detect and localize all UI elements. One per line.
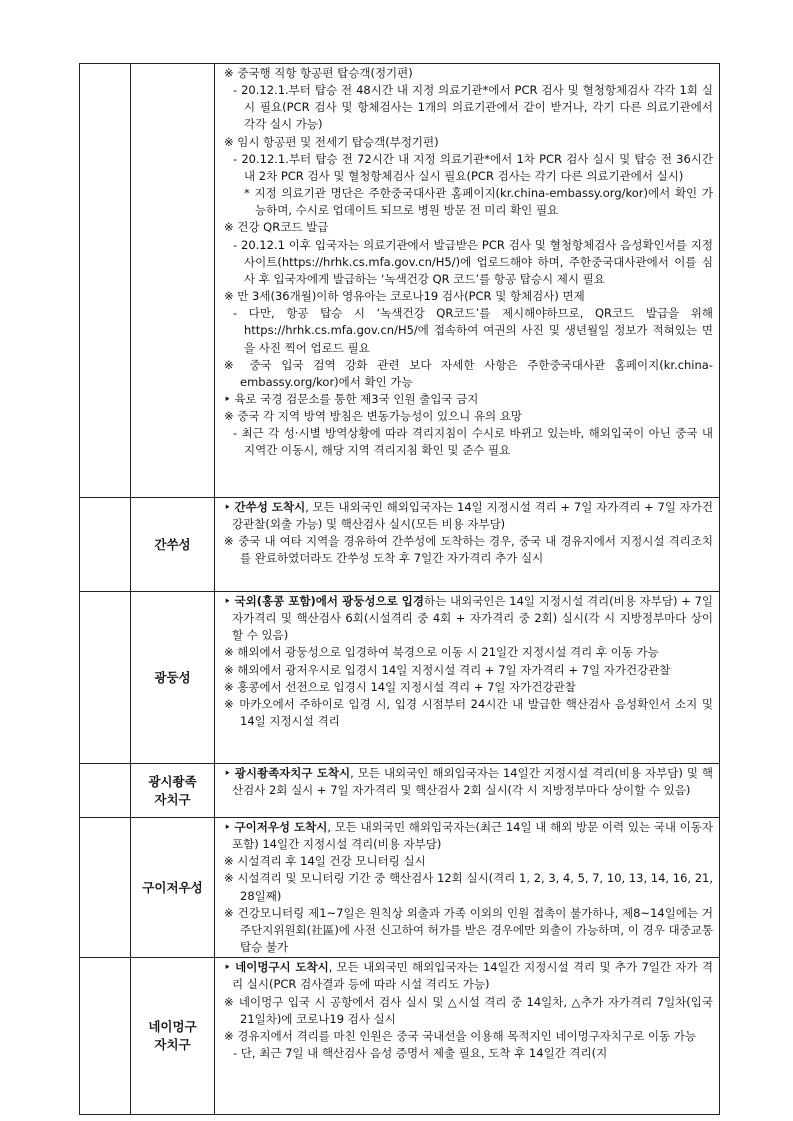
- note-item: ※ 마카오에서 주하이로 입경 시, 입경 시점부터 24시간 내 발급한 핵산검사 음성확인서 소지 및 14일 지정시설 격리: [224, 696, 713, 729]
- table-row: [80, 958, 720, 1115]
- region-cell: [131, 958, 215, 1115]
- blank-cell: [80, 592, 131, 764]
- note-item: ※ 중국 입국 검역 강화 관련 보다 자세한 사항은 주한중국대사관 홈페이지(kr.china-embassy.org/kor)에서 확인 가능: [224, 357, 713, 389]
- table-row: [80, 818, 720, 958]
- note-item: ※ 중국행 직항 항공편 탑승객(정기편): [224, 66, 413, 80]
- sub-item: - 다만, 항공 탑승 시 ‘녹색건강 QR코드’를 제시해야하므로, QR코드 발급을 위해 https://hrhk.cs.mfa.gov.cn/H5/에 접속하여 여권의 사진 및 생년월일 정보가 적혀있는 면을 사진 찍어 업로드 필요: [233, 306, 713, 355]
- bullet-item: ‣ 육로 국경 검문소를 통한 제3국 인원 출입국 금지: [224, 391, 479, 406]
- blank-cell: [80, 64, 131, 498]
- bullet-item: [224, 593, 713, 644]
- bullet-item: [224, 499, 713, 533]
- triangle-bullet-icon: ‣: [224, 960, 236, 975]
- item-text: 하는 내외국인은 14일 지정시설 격리(비용 자부담) + 7일 자가격리 및 핵산검사 6회(시설격리 중 4회 + 자가격리 중 2회) 실시(각 시 지방정부마다 상이할 수 있음): [232, 594, 714, 643]
- sub-item: - 20.12.1 이후 입국자는 의료기관에서 발급받은 PCR 검사 및 혈청항체검사 음성확인서를 지정사이트(https://hrhk.cs.mfa.gov.cn/H5/)에 업로드해야 하며, 주한중국대사관에서 이를 심사 후 입국자에게 발급하는 ‘녹색건강 QR 코드’를 항공 탑승시 제시 필요: [233, 237, 713, 286]
- content-cell: [215, 958, 720, 1115]
- note-item: ※ 건강모니터링 제1~7일은 원칙상 외출과 가족 이외의 인원 접촉이 불가하나, 제8~14일에는 거주단지위원회(社區)에 사전 신고하여 허가를 받은 경우에만 외출이 가능하며, 이 경우 대중교통 탑승 불가: [224, 905, 713, 955]
- region-cell: [131, 764, 215, 818]
- blank-cell: [80, 958, 131, 1115]
- note-item: ※ 건강 QR코드 발급: [224, 220, 329, 235]
- highlight-text: 구이저우성 도착시: [234, 820, 328, 834]
- region-name: 광시좡족 자치구: [148, 773, 197, 807]
- sub-item: - 20.12.1.부터 탑승 전 72시간 내 지정 의료기관*에서 1차 PCR 검사 실시 및 탑승 전 36시간 내 2차 PCR 검사 및 혈청항체검사 실시 필요(PCR 검사는 각기 다른 의료기관에서 실시): [233, 151, 713, 183]
- bullet-item: [224, 959, 713, 993]
- region-name: 간쑤성: [154, 536, 191, 552]
- triangle-bullet-icon: ‣: [224, 766, 235, 780]
- blank-cell: [80, 498, 131, 592]
- note-item: ※ 홍콩에서 선전으로 입경시 14일 지정시설 격리 + 7일 자가건강관찰: [224, 679, 576, 694]
- region-cell: [131, 592, 215, 764]
- note-item: ※ 경유지에서 격리를 마친 인원은 중국 국내선을 이용해 목적지인 네이멍구자치구로 이동 가능: [224, 1028, 696, 1043]
- region-name: 네이멍구 자치구: [148, 1019, 197, 1053]
- content-cell: [215, 64, 720, 498]
- item-text: , 모든 내외국민 해외입국자는 14일간 지정시설 격리 및 추가 7일간 자가 격리 실시(PCR 검사결과 등에 따라 시설 격리도 가능): [232, 960, 713, 992]
- content-cell: [215, 818, 720, 958]
- triangle-bullet-icon: ‣: [224, 500, 235, 514]
- item-text: , 모든 내외국인 해외입국자는 14일간 지정시설 격리(비용 자부담) 및 핵산검사 2회 실시 + 7일 자가격리 및 핵산검사 2회 실시(각 시 지방정부마다 상이할 수 있음): [232, 766, 713, 798]
- content-cell: [215, 764, 720, 818]
- highlight-text: 국외(홍콩 포함)에서 광둥성으로 입경: [234, 594, 424, 608]
- content-cell: [215, 592, 720, 764]
- sub-item: - 20.12.1.부터 탑승 전 48시간 내 지정 의료기관*에서 PCR 검사 및 혈청항체검사 각각 1회 실시 필요(PCR 검사 및 항체검사는 1개의 의료기관에서 같이 받거나, 각기 다른 의료기관에서 각각 실시 가능): [233, 83, 713, 132]
- note-item: ※ 해외에서 광둥성으로 입경하여 북경으로 이동 시 21일간 지정시설 격리 후 이동 가능: [224, 645, 659, 660]
- region-name: 구이저우성: [142, 879, 203, 895]
- triangle-bullet-icon: ‣: [224, 820, 235, 834]
- note-item: ※ 임시 항공편 및 전세기 탑승객(부정기편): [224, 134, 439, 149]
- bullet-item: [224, 765, 713, 799]
- note-item: ※ 시설격리 후 14일 건강 모니터링 실시: [224, 854, 426, 869]
- item-text: , 모든 내외국민 해외입국자는(최근 14일 내 해외 방문 이력 있는 국내 이동자 포함) 14일간 지정시설 격리(비용 자부담): [232, 820, 713, 852]
- item-text: , 모든 내외국인 해외입국자는 14일 지정시설 격리 + 7일 자가격리 + 7일 자가건강관찰(외출 가능) 및 핵산검사 실시(모든 비용 자부담): [232, 500, 713, 532]
- triangle-bullet-icon: ‣: [224, 594, 235, 608]
- highlight-text: 간쑤성 도착시: [234, 500, 306, 514]
- region-cell: [131, 64, 215, 498]
- highlight-text: 네이멍구시 도착시: [235, 960, 329, 975]
- note-item: ※ 만 3세(36개월)이하 영유아는 코로나19 검사(PCR 및 항체검사) 면제: [224, 289, 585, 304]
- region-cell: [131, 498, 215, 592]
- content-cell: [215, 498, 720, 592]
- blank-cell: [80, 818, 131, 958]
- note-item: ※ 중국 각 지역 방역 방침은 변동가능성이 있으니 유의 요망: [224, 409, 523, 424]
- travel-restrictions-table: [79, 63, 720, 1115]
- table-row: [80, 64, 720, 498]
- region-cell: [131, 818, 215, 958]
- bullet-item: [224, 819, 713, 853]
- note-item: ※ 시설격리 및 모니터링 기간 중 핵산검사 12회 실시(격리 1, 2, 3, 4, 5, 7, 10, 13, 14, 16, 21, 28일째): [224, 871, 713, 903]
- table-row: [80, 764, 720, 818]
- sub-item: - 최근 각 성·시별 방역상황에 따라 격리지침이 수시로 바뀌고 있는바, 해외입국이 아닌 중국 내 지역간 이동시, 해당 지역 격리지침 확인 및 준수 필요: [233, 426, 713, 458]
- note-item: ※ 해외에서 광저우시로 입경시 14일 지정시설 격리 + 7일 자가격리 + 7일 자가건강관찰: [224, 662, 671, 677]
- region-name: 광둥성: [154, 669, 191, 685]
- blank-cell: [80, 764, 131, 818]
- sub-item: * 지정 의료기관 명단은 주한중국대사관 홈페이지(kr.china-embassy.org/kor)에서 확인 가능하며, 수시로 업데이트 되므로 병원 방문 전 미리 확인 필요: [244, 186, 713, 218]
- note-item: ※ 중국 내 여타 지역을 경유하여 간쑤성에 도착하는 경우, 중국 내 경유지에서 지정시설 격리조치를 완료하였더라도 간쑤성 도착 후 7일간 자가격리 추가 실시: [224, 534, 713, 566]
- highlight-text: 광시좡족자치구 도착시: [234, 766, 351, 780]
- table-row: [80, 498, 720, 592]
- table-row: [80, 592, 720, 764]
- note-item: ※ 네이멍구 입국 시 공항에서 검사 실시 및 △시설 격리 중 14일차, △추가 자가격리 7일차(입국21일차)에 코로나19 검사 실시: [224, 994, 713, 1026]
- sub-item: - 단, 최근 7일 내 핵산검사 음성 증명서 제출 필요, 도착 후 14일간 격리(지: [233, 1046, 608, 1061]
